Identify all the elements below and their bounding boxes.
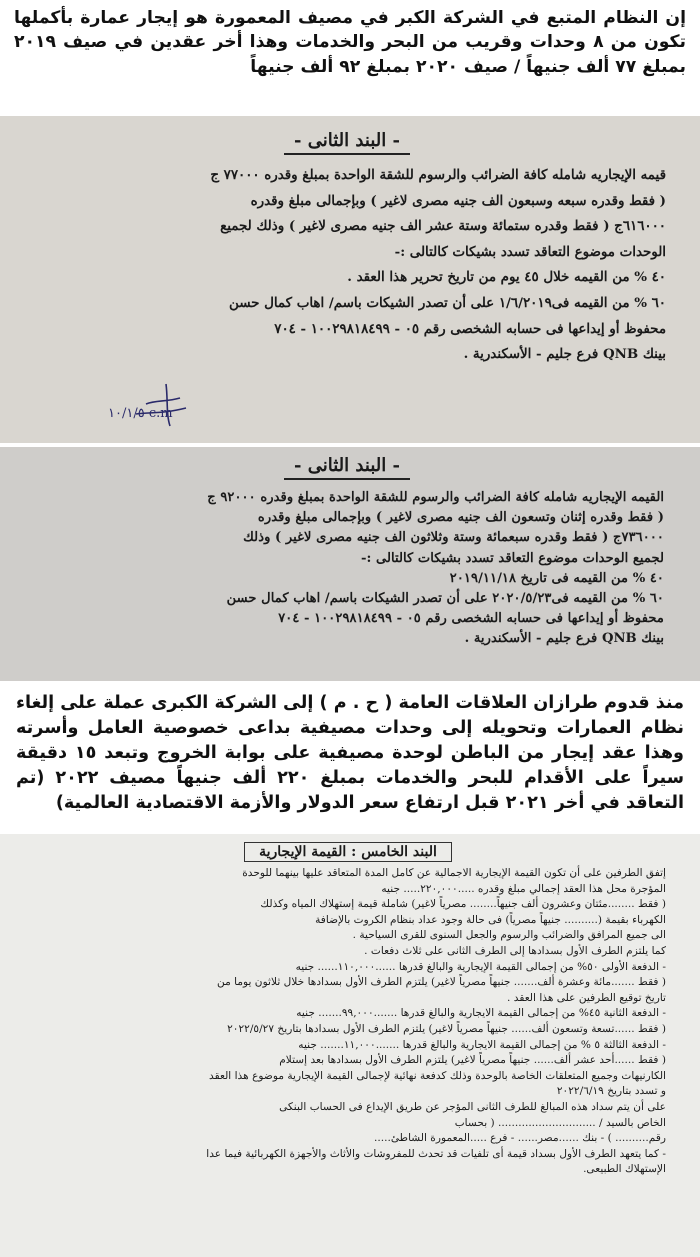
contract-2019-line: ٦١٦٠٠٠ج ( فقط وقدره ستمائة وستة عشر الف جنيه مصرى لاغير ) وذلك لجميع <box>220 218 666 235</box>
contract-2022-line: - الدفعة الأولى ٥٠% من إجمالى القيمة الإيجارية والبالغ قدرها ......١١٠,٠٠٠...... جنيه <box>295 960 666 973</box>
contract-2019-line: ٦٠ % من القيمه فى١/٦/٢٠١٩ على أن تصدر الشيكات باسم/ اهاب كمال حسن <box>229 294 666 311</box>
contract-2022-line: كما يلتزم الطرف الأول بسدادها إلى الطرف الثانى على ثلاث دفعات . <box>364 944 666 957</box>
contract-2022-line: الكارنيهات وجميع المتعلقات الخاصة بالوحدة وذلك كدفعة نهائية لإجمالى القيمة الإيجارية موضوع هذا العقد <box>209 1069 666 1082</box>
contract-scan-2020 <box>0 447 700 681</box>
contract-2022-line: ( فقط .......مائة وعشرة ألف....... جنيهاً مصرياً لاغير) يلتزم الطرف الأول بسدادها خلال ثلاثون يوما من <box>217 976 666 989</box>
contract-2022-line: ( فقط ......تسعة وتسعون ألف...... جنيهاً مصرياً لاغير) يلتزم الطرف الأول بسدادها بتاريخ ٢٠٢٢/٥/٢٧ <box>227 1022 666 1035</box>
contract-2022-line: رقم.......... ) - بنك ......مصر...... - فرع .....المعمورة الشاطئ..... <box>373 1132 666 1145</box>
contract-2019-line: الوحدات موضوع التعاقد تسدد بشيكات كالتالى :- <box>394 243 666 260</box>
contract-2020-line: محفوظ أو إيداعها فى حسابه الشخصى رقم ٠٥ - ١٠٠٢٩٨١٨٤٩٩ - ٧٠٤ <box>278 611 664 627</box>
contract-2020-line: ٤٠ % من القيمه فى تاريخ ٢٠١٩/١١/١٨ <box>449 570 664 586</box>
contract-2022-line: الإستهلاك الطبيعى. <box>583 1163 666 1176</box>
contract-2022-line: و تسدد بتاريخ ٢٠٢٢/٦/١٩ <box>556 1085 666 1098</box>
contract-2020-heading: - البند الثانى - <box>30 455 664 480</box>
caption-middle-text: منذ قدوم طرازان العلاقات العامة ( ح . م ) إلى الشركة الكبرى عملة على إلغاء نظام العمارات وتحويله إلى وحدات مصيفية بداعى خصوصية العامل وأسرته وهذا عقد إيجار من الباطن لوحدة مصيفية على بوابة الخروج وتبعد ١٥ دقيقة سيراً على الأقدام للبحر والخدمات بمبلغ ٢٢٠ ألف جنيهاً مصيف ٢٠٢٢ (تم التعاقد في أخر ٢٠٢١ قبل ارتفاع سعر الدولار والأزمة الاقتصادية العالمية) <box>16 693 684 813</box>
contract-2020-line: ٧٣٦٠٠٠ج ( فقط وقدره سبعمائة وستة وثلاثون الف جنيه مصرى لاغير ) وذلك <box>243 530 664 546</box>
contract-2022-heading: البند الخامس : القيمة الإيجارية <box>30 842 666 862</box>
contract-2019-line: محفوظ أو إيداعها فى حسابه الشخصى رقم ٠٥ - ١٠٠٢٩٨١٨٤٩٩ - ٧٠٤ <box>274 320 666 337</box>
caption-middle <box>0 681 700 834</box>
contract-2022-line: على أن يتم سداد هذه المبالغ للطرف الثانى المؤجر عن طريق الإيداع فى الحساب البنكى <box>279 1100 666 1113</box>
contract-2020-line: القيمه الإيجاريه شامله كافة الضرائب والرسوم للشقة الواحدة بمبلغ وقدره ٩٢٠٠٠ ج <box>207 490 664 505</box>
handwritten-date: c.m ١٠/١/٥ <box>108 406 173 421</box>
contract-2019-line: ( فقط وقدره سبعه وسبعون الف جنيه مصرى لاغير ) وبإجمالى مبلغ وقدره <box>250 192 666 209</box>
contract-2020-line: ( فقط وقدره إثنان وتسعون الف جنيه مصرى لاغير ) وبإجمالى مبلغ وقدره <box>257 510 664 526</box>
contract-2019-line: بينك QNB فرع جليم - الأسكندرية . <box>463 346 666 363</box>
caption-intro <box>0 0 700 116</box>
contract-2022-line: ( فقط ......أحد عشر ألف...... جنيهاً مصرياً لاغير) يلتزم الطرف الأول بسدادها بعد إستلام <box>279 1054 666 1067</box>
contract-2020-line: لجميع الوحدات موضوع التعاقد تسدد بشيكات كالتالى :- <box>361 550 664 566</box>
contract-2022-line: الخاص بالسيد / ............................. ( بحساب <box>454 1116 666 1129</box>
contract-2022-line: ( فقط ........مئتان وعشرون ألف جنيهاً........ مصرياً لاغير) شاملة قيمة إستهلاك المياه وكذلك <box>260 898 666 911</box>
contract-2022-line: - كما يتعهد الطرف الأول بسداد قيمة أى تلفيات قد تحدث للمفروشات والأثاث والأجهزة الكهربائية فيما عدا <box>206 1147 666 1160</box>
contract-2020-line: بينك QNB فرع جليم - الأسكندرية . <box>464 631 664 647</box>
caption-intro-text: إن النظام المتبع في الشركة الكبر في مصيف المعمورة هو إيجار عمارة بأكملها تكون من ٨ وحدات وقريب من البحر والخدمات وهذا أخر عقدين في صيف ٢٠١٩ بمبلغ ٧٧ ألف جنيهاً / صيف ٢٠٢٠ بمبلغ ٩٢ ألف جنيهاً <box>14 8 686 77</box>
contract-2020-line: ٦٠ % من القيمه فى٢٠٢٠/٥/٢٣ على أن تصدر الشيكات باسم/ اهاب كمال حسن <box>226 591 664 607</box>
contract-2022-line: - الدفعة الثانية ٤٥% من إجمالى القيمة الايجارية والبالغ قدرها .......٩٩,٠٠٠....... جنيه <box>296 1007 666 1020</box>
contract-2019-heading: - البند الثانى - <box>28 130 666 155</box>
contract-scan-2019 <box>0 116 700 443</box>
contract-scan-2022 <box>0 834 700 1257</box>
contract-2019-line: ٤٠ % من القيمه خلال ٤٥ يوم من تاريخ تحرير هذا العقد . <box>347 269 666 286</box>
contract-2022-line: تاريخ توقيع الطرفين على هذا العقد . <box>507 991 666 1004</box>
contract-2022-line: المؤجرة محل هذا العقد إجمالي مبلغ وقدره .....٢٢٠,٠٠٠..... جنيه <box>381 882 666 895</box>
contract-2022-line: الى جميع المرافق والضرائب والرسوم والجعل السنوى للقرى السياحية . <box>352 929 666 942</box>
contract-2022-line: إتفق الطرفين على أن تكون القيمة الإيجارية الاجمالية عن كامل المدة المتعاقد عليها بينهما للوحدة <box>242 867 666 879</box>
contract-2022-line: - الدفعة الثالثة ٥ % من إجمالى القيمة الايجارية والبالغ قدرها .......١١,٠٠٠....... جنيه <box>298 1038 666 1051</box>
contract-2022-line: الكهرباء بقيمة (.......... جنيهاً مصرياً) فى حالة وجود عداد بنظام الكروت بالإضافة <box>315 913 666 926</box>
contract-2019-line: قيمه الإيجاريه شامله كافة الضرائب والرسوم للشقة الواحدة بمبلغ وقدره ٧٧٠٠٠ ج <box>210 167 666 183</box>
